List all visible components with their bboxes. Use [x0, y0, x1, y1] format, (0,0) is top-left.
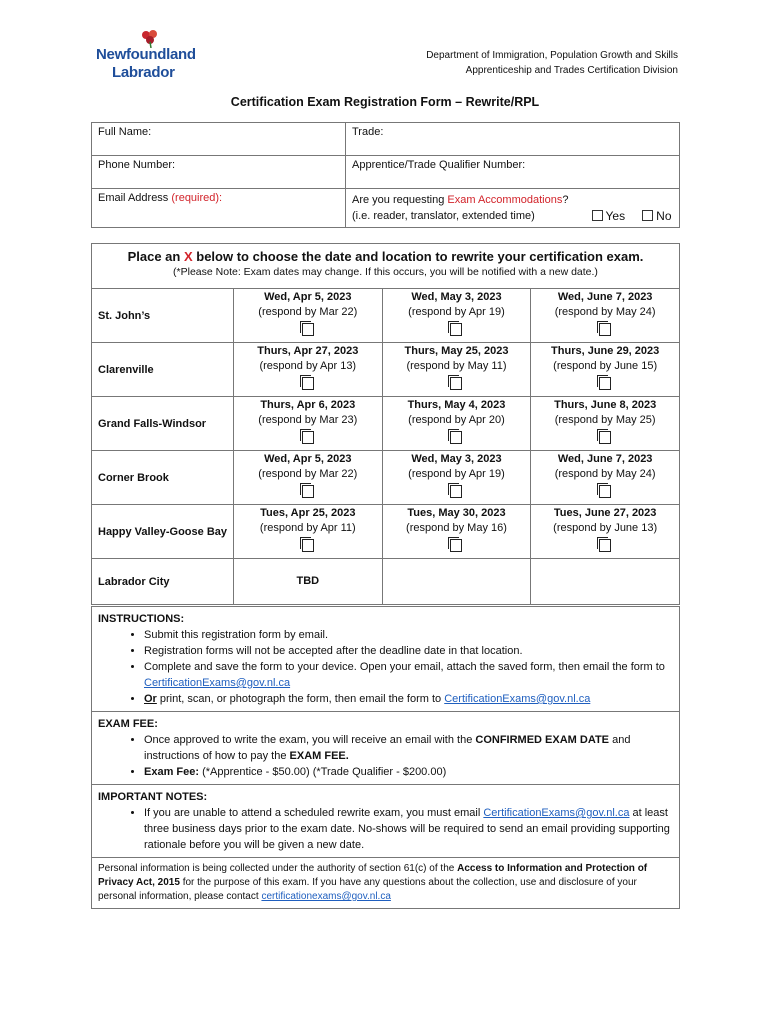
exam-slot	[233, 397, 382, 451]
select-checkbox[interactable]	[302, 485, 314, 498]
list-item: • Exam Fee: (*Apprentice - $50.00) (*Trade Qualifier - $200.00)	[144, 764, 673, 780]
select-checkbox[interactable]	[302, 323, 314, 336]
respond-by: (respond by May 25)	[554, 414, 656, 426]
notes-table	[91, 606, 680, 909]
qualifier-number-field[interactable]: Apprentice/Trade Qualifier Number:	[346, 156, 680, 189]
exam-slot	[531, 289, 680, 343]
city-label: Happy Valley-Goose Bay	[92, 505, 234, 559]
select-checkbox[interactable]	[450, 539, 462, 552]
exam-date: Tues, May 30, 2023	[407, 507, 506, 519]
exam-date: Thurs, June 29, 2023	[551, 345, 660, 357]
list-item: • Registration forms will not be accepted after the deadline date in that location.	[144, 643, 673, 659]
exam-date: Wed, Apr 5, 2023	[264, 453, 352, 465]
respond-by: (respond by Mar 23)	[258, 414, 358, 426]
logo	[92, 30, 202, 82]
exam-date: Thurs, Apr 6, 2023	[260, 399, 356, 411]
exam-slot	[382, 451, 531, 505]
exam-date: Wed, May 3, 2023	[411, 453, 502, 465]
respond-by: (respond by Apr 11)	[259, 522, 356, 534]
dept-line2: Apprenticeship and Trades Certification Division	[465, 65, 678, 76]
respond-by: (respond by Apr 13)	[259, 360, 357, 372]
exam-slot	[531, 451, 680, 505]
select-checkbox[interactable]	[450, 323, 462, 336]
exam-slot	[382, 343, 531, 397]
select-checkbox[interactable]	[599, 539, 611, 552]
respond-by: (respond by Mar 22)	[258, 306, 358, 318]
city-label: St. John’s	[92, 289, 234, 343]
email-link[interactable]: CertificationExams@gov.nl.ca	[444, 693, 591, 705]
city-label: Corner Brook	[92, 451, 234, 505]
respond-by: (respond by May 24)	[554, 468, 656, 480]
empty-slot	[382, 559, 531, 605]
empty-slot	[531, 559, 680, 605]
select-checkbox[interactable]	[302, 431, 314, 444]
instructions-section: INSTRUCTIONS: • Submit this registration form by email. • Registration forms will not be accepted after the deadline date in that location. • Complete and save the form to your device. Open your email, attach the saved form, then email the form to CertificationExams@gov.nl.ca • Or print, scan, or photograph the form, then email the form to CertificationExams@gov.nl.ca	[92, 607, 680, 712]
applicant-info-table	[91, 122, 680, 228]
important-notes-section: IMPORTANT NOTES: • If you are unable to attend a scheduled rewrite exam, you must email CertificationExams@gov.nl.ca at least three business days prior to the exam date. No-shows will be required to send an email providing supporting rationale before you will be given a new date.	[92, 785, 680, 858]
schedule-row	[92, 451, 680, 505]
exam-date: Thurs, June 8, 2023	[554, 399, 657, 411]
select-checkbox[interactable]	[599, 485, 611, 498]
respond-by: (respond by May 24)	[554, 306, 656, 318]
select-checkbox[interactable]	[450, 431, 462, 444]
select-checkbox[interactable]	[450, 485, 462, 498]
list-item: • Submit this registration form by email.	[144, 627, 673, 643]
list-item: • Once approved to write the exam, you will receive an email with the CONFIRMED EXAM DATE and instructions of how to pay the EXAM FEE.	[144, 732, 673, 764]
list-item: • Or print, scan, or photograph the form, then email the form to CertificationExams@gov.nl.ca	[144, 691, 673, 707]
exam-date: Thurs, May 25, 2023	[404, 345, 509, 357]
exam-slot	[233, 505, 382, 559]
schedule-header: Place an X below to choose the date and location to rewrite your certification exam. (*Please Note: Exam dates may change. If this occurs, you will be notified with a new date.)	[92, 244, 680, 289]
schedule-row	[92, 289, 680, 343]
exam-date: Tues, June 27, 2023	[553, 507, 657, 519]
schedule-row	[92, 343, 680, 397]
page-title: Certification Exam Registration Form – Rewrite/RPL	[230, 95, 540, 109]
schedule-note: (*Please Note: Exam dates may change. If this occurs, you will be notified with a new date.)	[173, 266, 598, 278]
list-item: • Complete and save the form to your device. Open your email, attach the saved form, then email the form to CertificationExams@gov.nl.ca	[144, 659, 673, 691]
exam-date: Tues, Apr 25, 2023	[260, 507, 356, 519]
exam-date: Wed, June 7, 2023	[557, 453, 653, 465]
no-checkbox[interactable]	[642, 210, 653, 221]
city-labrador-city: Labrador City	[92, 559, 234, 605]
tbd-cell: TBD	[233, 559, 382, 605]
logo-line1: Newfoundland	[96, 46, 196, 63]
exam-slot	[233, 343, 382, 397]
email-link[interactable]: CertificationExams@gov.nl.ca	[483, 807, 630, 819]
privacy-email-link[interactable]: certificationexams@gov.nl.ca	[261, 891, 391, 902]
yes-label: Yes	[605, 209, 626, 223]
city-label: Grand Falls-Windsor	[92, 397, 234, 451]
respond-by: (respond by Apr 20)	[408, 414, 505, 426]
phone-field[interactable]: Phone Number:	[92, 156, 346, 189]
schedule-row	[92, 505, 680, 559]
pitcher-plant-icon	[140, 28, 160, 48]
exam-date: Thurs, May 4, 2023	[407, 399, 506, 411]
list-item: • If you are unable to attend a scheduled rewrite exam, you must email CertificationExams@gov.nl.ca at least three business days prior to the exam date. No-shows will be required to send an email providing supporting rationale before you will be given a new date.	[144, 805, 673, 853]
exam-slot	[382, 505, 531, 559]
select-checkbox[interactable]	[302, 377, 314, 390]
exam-date: Wed, Apr 5, 2023	[264, 291, 352, 303]
department	[426, 48, 678, 78]
schedule-table	[91, 243, 680, 605]
exam-slot	[382, 397, 531, 451]
select-checkbox[interactable]	[599, 323, 611, 336]
select-checkbox[interactable]	[599, 431, 611, 444]
city-label: Clarenville	[92, 343, 234, 397]
respond-by: (respond by Mar 22)	[258, 468, 358, 480]
respond-by: (respond by June 13)	[553, 522, 658, 534]
exam-slot	[531, 343, 680, 397]
exam-fee-section: EXAM FEE: • Once approved to write the exam, you will receive an email with the CONFIRMED EXAM DATE and instructions of how to pay the EXAM FEE. • Exam Fee: (*Apprentice - $50.00) (*Trade Qualifier - $200.00)	[92, 712, 680, 785]
exam-slot	[382, 289, 531, 343]
select-checkbox[interactable]	[599, 377, 611, 390]
email-link[interactable]: CertificationExams@gov.nl.ca	[144, 677, 291, 689]
schedule-row	[92, 397, 680, 451]
exam-slot	[531, 397, 680, 451]
respond-by: (respond by May 16)	[406, 522, 507, 534]
exam-slot	[233, 451, 382, 505]
exam-slot	[531, 505, 680, 559]
respond-by: (respond by May 11)	[406, 360, 507, 372]
required-label: (required):	[171, 192, 223, 204]
dept-line1: Department of Immigration, Population Growth and Skills	[426, 50, 678, 61]
select-checkbox[interactable]	[450, 377, 462, 390]
respond-by: (respond by Apr 19)	[408, 468, 505, 480]
trade-field[interactable]: Trade:	[346, 123, 680, 156]
exam-date: Wed, May 3, 2023	[411, 291, 502, 303]
yes-checkbox[interactable]	[592, 210, 603, 221]
exam-slot	[233, 289, 382, 343]
full-name-field[interactable]: Full Name:	[92, 123, 346, 156]
respond-by: (respond by Apr 19)	[408, 306, 505, 318]
exam-date: Thurs, Apr 27, 2023	[257, 345, 359, 357]
email-field[interactable]: Email Address (required):	[92, 189, 346, 228]
accommodations-cell: Are you requesting Exam Accommodations? (i.e. reader, translator, extended time) Yes No	[346, 189, 680, 228]
privacy-section: Personal information is being collected under the authority of section 61(c) of the Access to Information and Protection of Privacy Act, 2015 for the purpose of this exam. If you have any questions about the collection, use and disclosure of your personal information, please contact certificationexams@gov.nl.ca	[92, 858, 680, 909]
respond-by: (respond by June 15)	[553, 360, 658, 372]
select-checkbox[interactable]	[302, 539, 314, 552]
exam-date: Wed, June 7, 2023	[557, 291, 653, 303]
no-label: No	[656, 209, 672, 223]
logo-line2: Labrador	[112, 64, 175, 81]
